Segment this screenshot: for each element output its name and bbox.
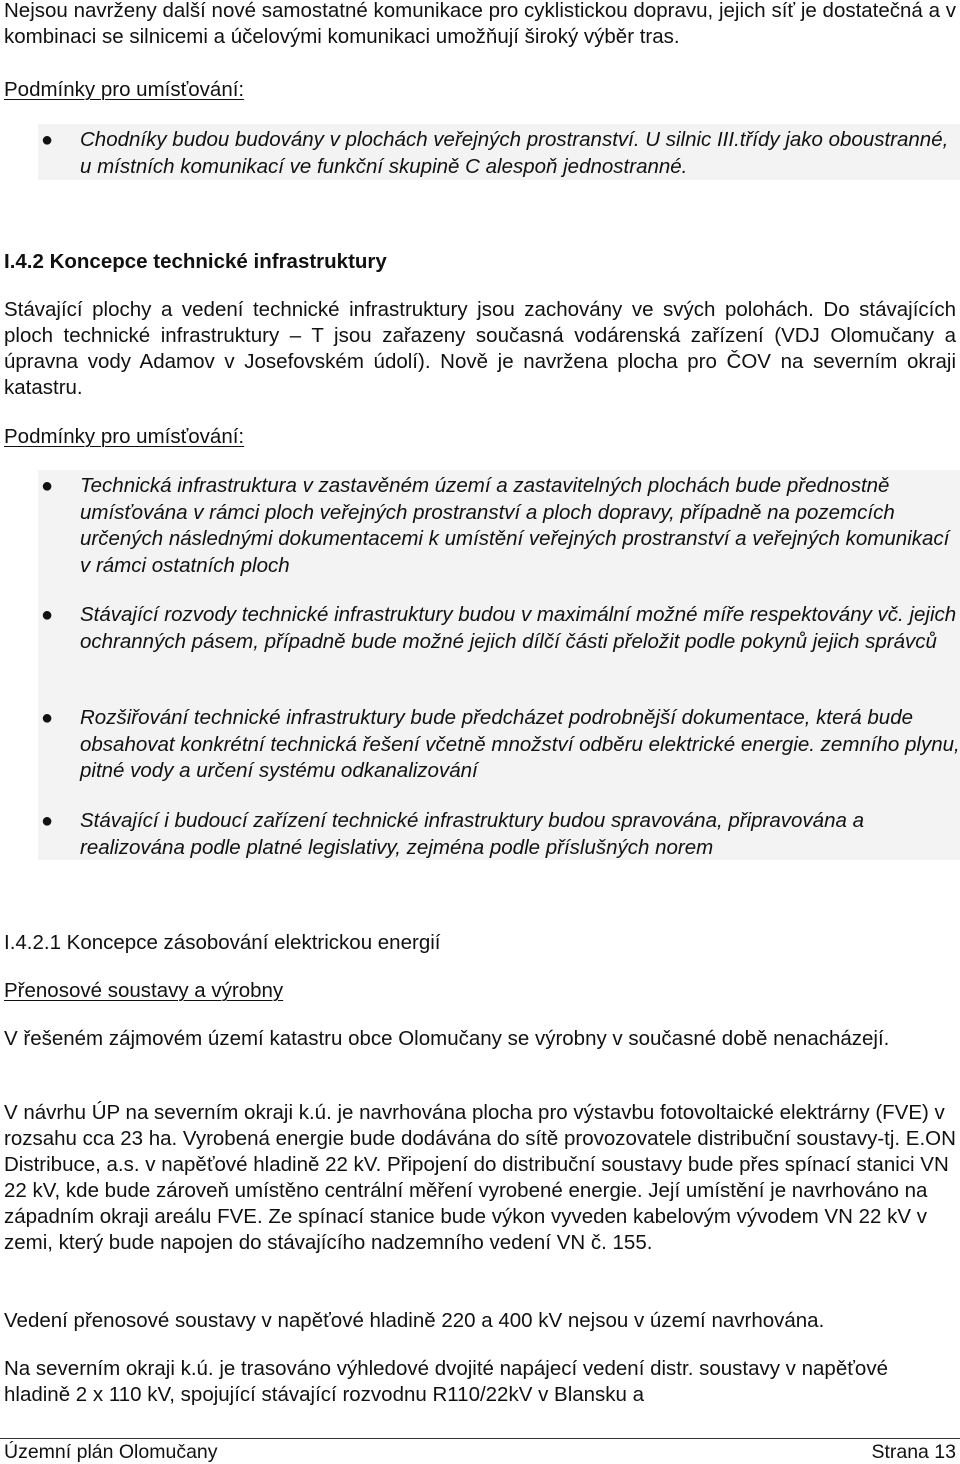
list-item (38, 473, 960, 579)
section-paragraph: Stávající plochy a vedení technické infrastruktury jsou zachovány ve svých polohách. Do stávajících ploch technické infrastruktury – T jsou zařazeny současná vodárenská zařízení (VDJ Olomučany a úpravna vody Adamov v Josefovském údolí). Nově je navržena plocha pro ČOV na severním okraji katastru. (4, 298, 956, 399)
footer-page-number: Strana 13 (871, 1441, 956, 1463)
section-heading-i-4-2: I.4.2 Koncepce technické infrastruktury (4, 250, 387, 273)
bullet-icon: ● (41, 129, 54, 151)
conditions-label-1 (4, 77, 956, 103)
list-item (38, 808, 960, 861)
bullet-icon: ● (41, 810, 54, 832)
conditions-label-text: Podmínky pro umísťování: (4, 78, 245, 101)
page-footer (4, 1441, 956, 1464)
list-item-text: Stávající i budoucí zařízení technické infrastruktury budou spravována, připravována a realizována podle platné legislativy, zejména podle příslušných norem (80, 809, 864, 859)
list-item-text: Rozšiřování technické infrastruktury bude předcházet podrobnější dokumentace, která bude obsahovat konkrétní technická řešení včetně množství odběru elektrické energie. zemního plynu, pitné vody a určení systému odkanalizování (80, 706, 960, 782)
conditions-label-text: Podmínky pro umísťování: (4, 425, 245, 448)
intro-paragraph: Nejsou navrženy další nové samostatné komunikace pro cyklistickou dopravu, jejich síť je dostatečná a v kombinaci se silnicemi a účelovými komunikaci umožňují široký výběr tras. (4, 0, 956, 48)
list-item (38, 602, 960, 655)
bullet-icon: ● (41, 707, 54, 729)
list-item (38, 127, 960, 180)
conditions-label-2 (4, 424, 956, 450)
footer-divider (0, 1438, 960, 1439)
footer-document-title: Územní plán Olomučany (4, 1441, 218, 1463)
list-item (38, 705, 960, 785)
subheading (4, 978, 956, 1004)
paragraph-4: Na severním okraji k.ú. je trasováno výhledové dvojité napájecí vedení distr. soustavy v napěťové hladině 2 x 110 kV, spojující stávající rozvodnu R110/22kV v Blansku a (4, 1357, 888, 1406)
paragraph-2: V návrhu ÚP na severním okraji k.ú. je navrhována plocha pro výstavbu fotovoltaické elektrárny (FVE) v rozsahu cca 23 ha. Vyrobená energie bude dodávána do sítě provozovatele distribuční soustavy-tj. E.ON Distribuce, a.s. v napěťové hladině 22 kV. Připojení do distribuční soustavy bude přes spínací stanici VN 22 kV, kde bude zároveň umístěno centrální měření vyrobené energie. Její umístění je navrhováno na západním okraji areálu FVE. Ze spínací stanice bude výkon vyveden kabelovým vývodem VN 22 kV v zemi, který bude napojen do stávajícího nadzemního vedení VN č. 155. (4, 1101, 956, 1254)
section-heading-i-4-2-1: I.4.2.1 Koncepce zásobování elektrickou energií (4, 931, 441, 954)
list-item-text: Technická infrastruktura v zastavěném území a zastavitelných plochách bude přednostně umísťována v rámci ploch veřejných prostranství a ploch dopravy, případně na pozemcích určených následnými dokumentacemi k umístění veřejných prostranství a veřejných komunikací v rámci ostatních ploch (80, 474, 950, 577)
list-item-text: Stávající rozvody technické infrastruktury budou v maximální možné míře respektovány vč. jejich ochranných pásem, případně bude možné jejich dílčí části přeložit podle pokynů jejich správců (80, 603, 957, 653)
bullet-icon: ● (41, 475, 54, 497)
paragraph-3: Vedení přenosové soustavy v napěťové hladině 220 a 400 kV nejsou v území navrhována. (4, 1309, 825, 1332)
list-item-text: Chodníky budou budovány v plochách veřejných prostranství. U silnic III.třídy jako oboustranné, u místních komunikací ve funkční skupině C alespoň jednostranné. (80, 128, 949, 178)
bullet-icon: ● (41, 604, 54, 626)
subheading-text: Přenosové soustavy a výrobny (4, 979, 284, 1002)
paragraph-1: V řešeném zájmovém území katastru obce Olomučany se výrobny v současné době nenacházejí. (4, 1027, 890, 1050)
